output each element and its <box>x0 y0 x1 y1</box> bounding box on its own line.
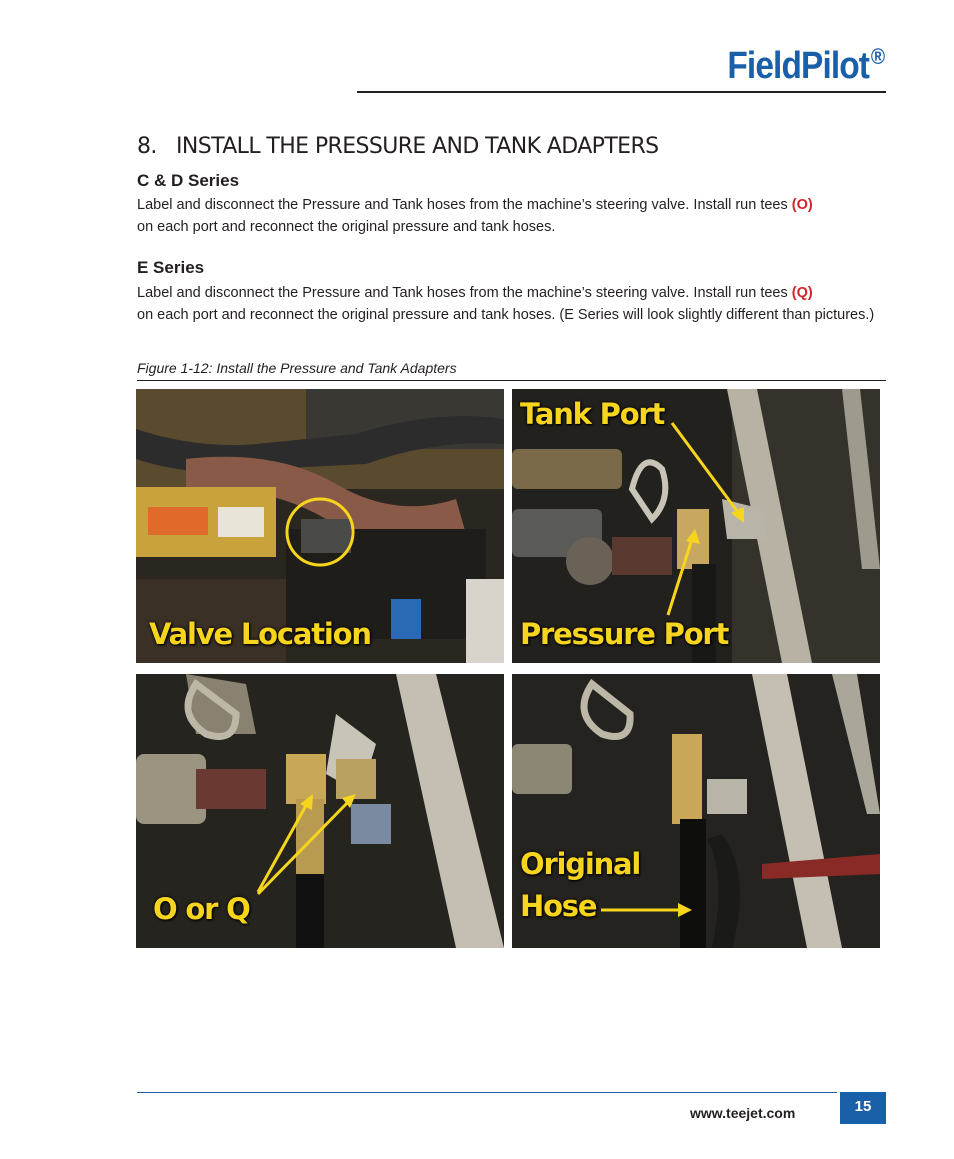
e-text-part-1: Label and disconnect the Pressure and Tank hoses from the machine’s steering valve. Install run tees <box>137 285 792 301</box>
label-pressure-port: Pressure Port <box>520 617 729 651</box>
label-o-or-q: O or Q <box>153 892 250 926</box>
cd-series-heading: C & D Series <box>137 171 240 190</box>
fieldpilot-logo <box>727 44 884 88</box>
section-title: 8. INSTALL THE PRESSURE AND TANK ADAPTERS <box>137 134 659 159</box>
label-tank-port: Tank Port <box>520 397 665 431</box>
registered-mark: ® <box>870 44 884 69</box>
e-series-heading: E Series <box>137 258 205 277</box>
footer-rule <box>137 1092 837 1093</box>
caption-rule <box>137 380 886 381</box>
label-valve-location: Valve Location <box>149 617 371 651</box>
footer-url: www.teejet.com <box>690 1105 796 1121</box>
photo-ports <box>512 389 880 663</box>
photo-run-tees <box>136 674 504 948</box>
cd-series-text <box>137 194 877 238</box>
e-ref-q: (Q) <box>791 285 813 301</box>
label-hose: Hose <box>520 889 597 923</box>
e-series-text <box>137 282 877 326</box>
brand-name: FieldPilot <box>727 45 869 87</box>
page-number: 15 <box>840 1092 886 1124</box>
cd-text-part-1: Label and disconnect the Pressure and Tank hoses from the machine’s steering valve. Install run tees <box>137 197 792 213</box>
photo-original-hose <box>512 674 880 948</box>
cd-ref-o: (O) <box>791 197 813 213</box>
photo-valve-location <box>136 389 504 663</box>
cd-text-part-2: on each port and reconnect the original pressure and tank hoses. <box>137 219 556 235</box>
header-rule <box>357 91 886 93</box>
figure-caption: Figure 1-12: Install the Pressure and Tank Adapters <box>137 360 457 376</box>
label-original: Original <box>520 847 641 881</box>
e-text-part-2: on each port and reconnect the original pressure and tank hoses. (E Series will look slightly different than pictures.) <box>137 307 875 323</box>
